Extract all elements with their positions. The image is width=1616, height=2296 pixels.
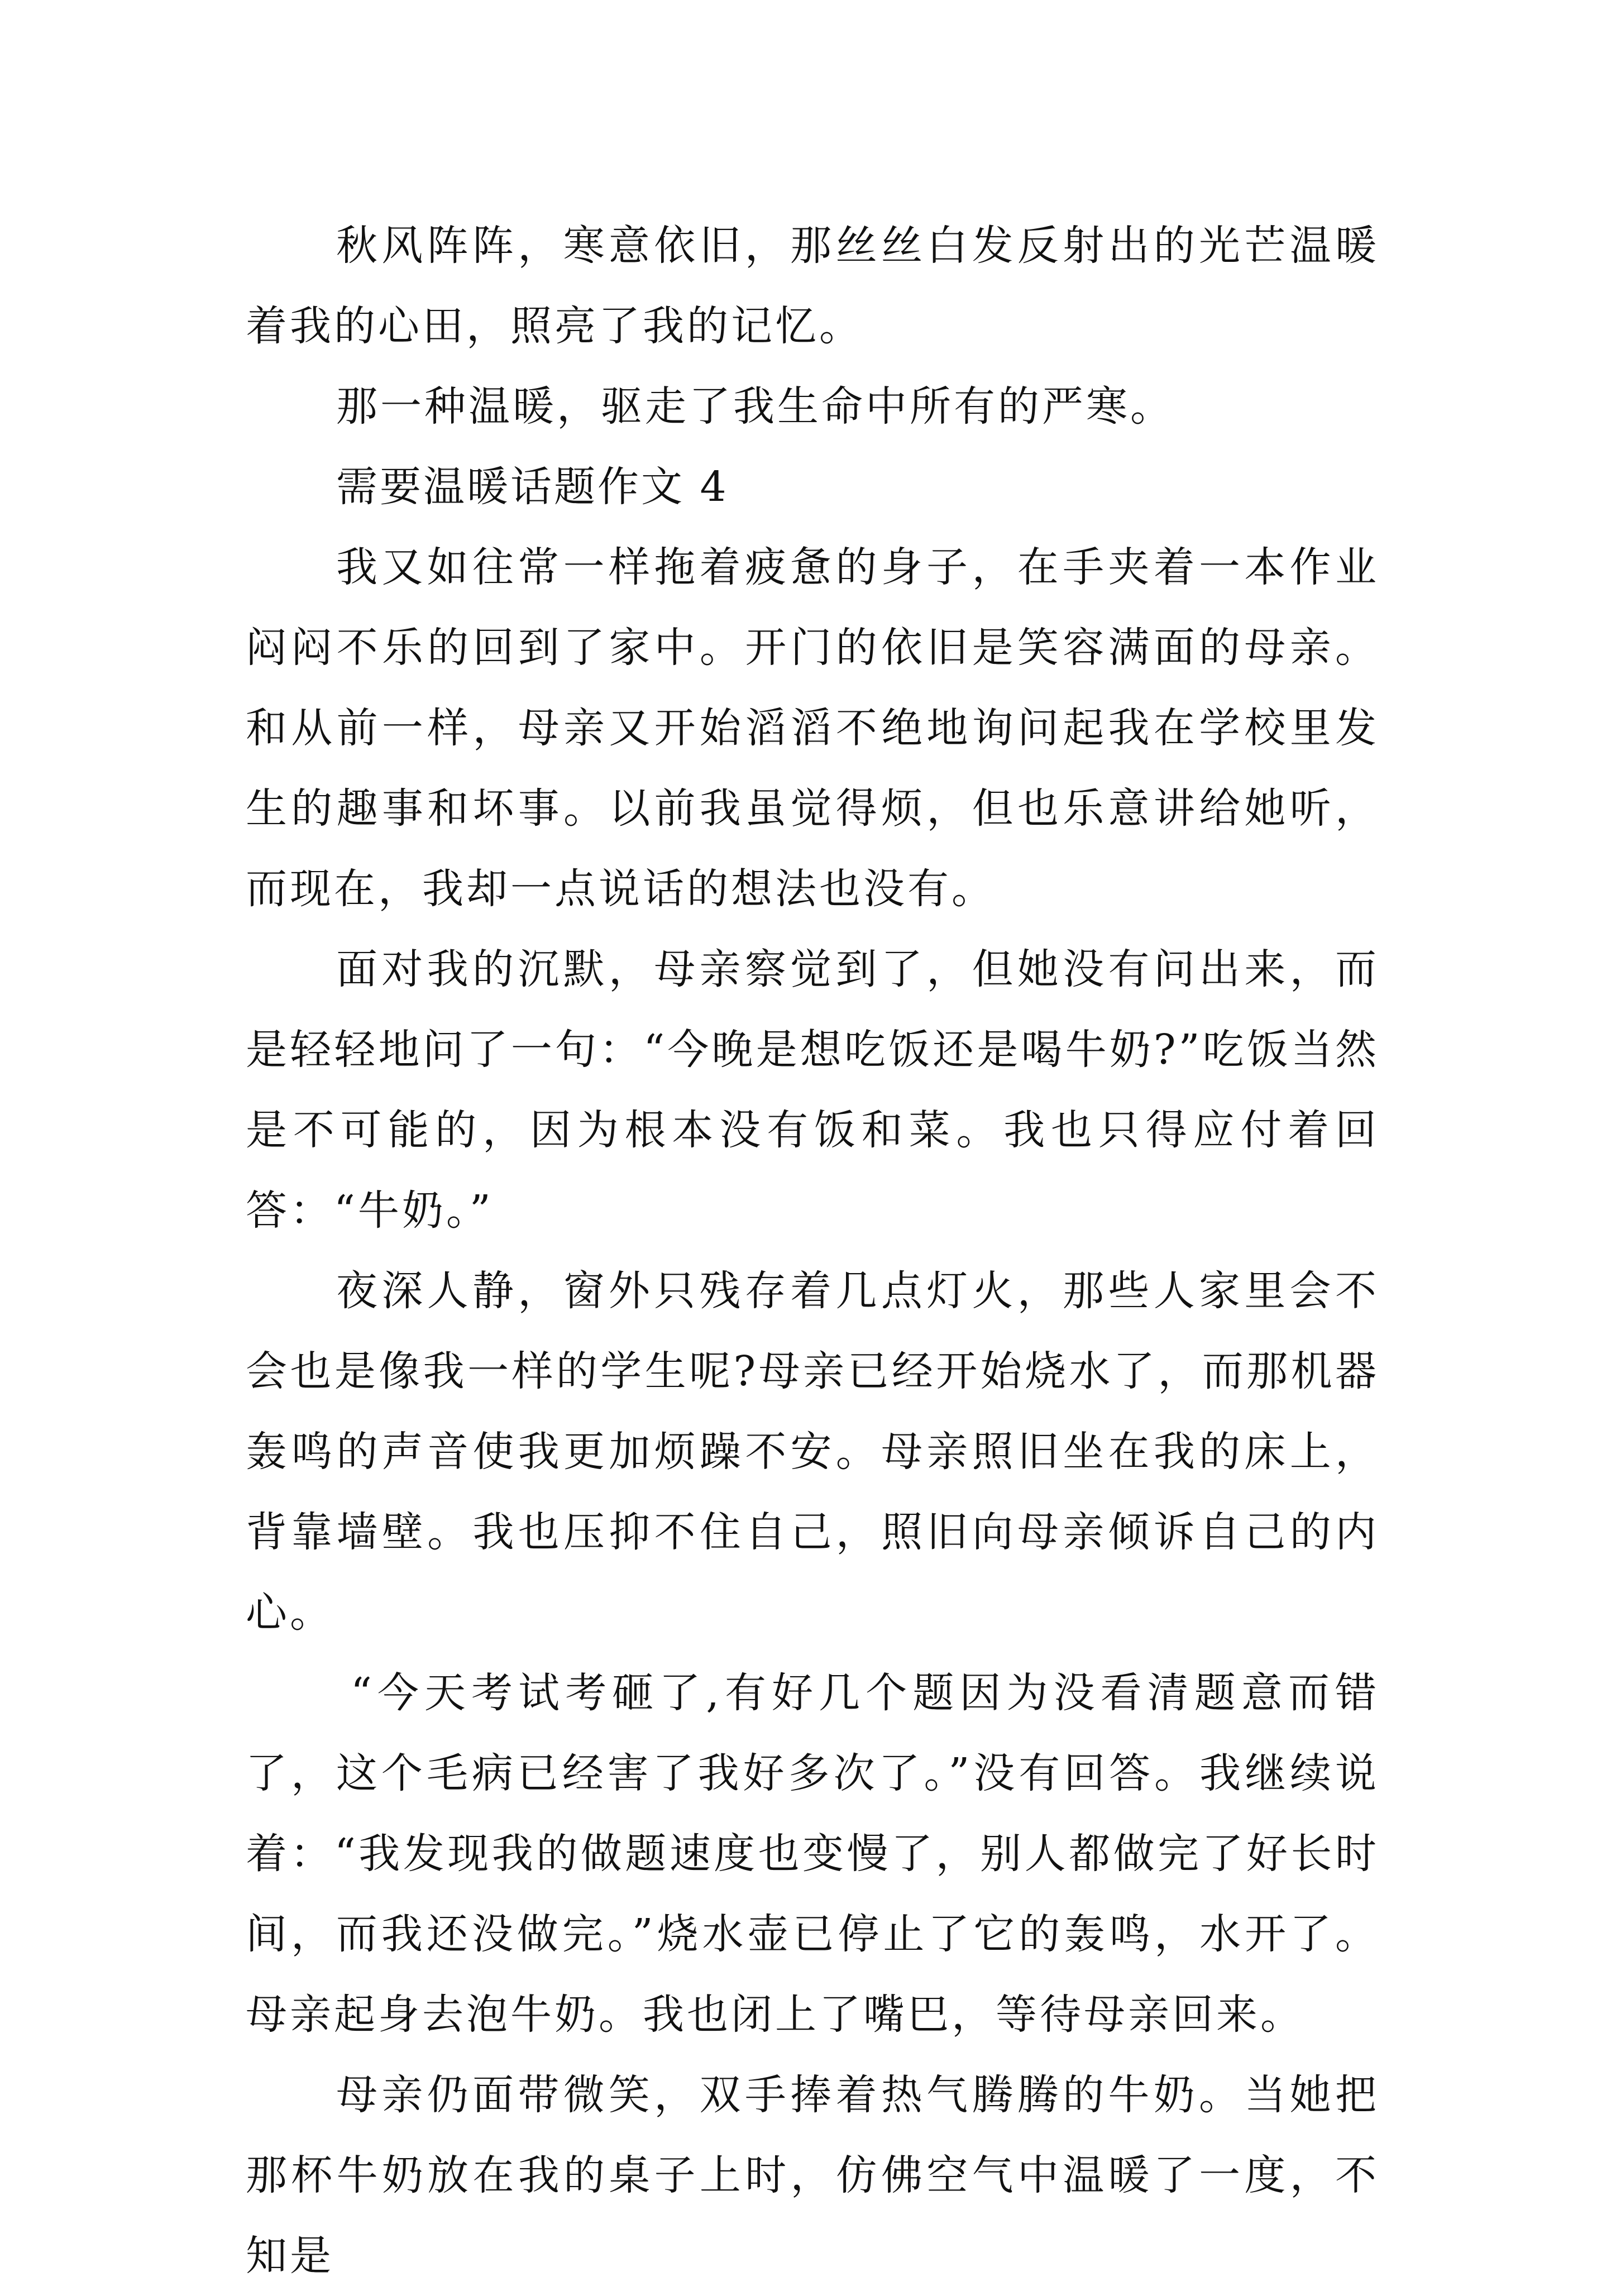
paragraph-warmth-drives-cold: 那一种温暖，驱走了我生命中所有的严寒。	[336, 382, 1174, 430]
paragraph-coming-home: 我又如往常一样拖着疲惫的身子，在手夹着一本作业闷闷不乐的回到了家中。开门的依旧是笑容满面的母亲。和从前一样，母亲又开始滔滔不绝地询问起我在学校里发生的趣事和坏事。以前我虽觉得烦，但也乐意讲给她听，而现在，我却一点说话的想法也没有。	[246, 543, 1379, 913]
essay-heading: 需要温暖话题作文 4	[336, 463, 729, 511]
paragraph-mother-asks: 面对我的沉默，母亲察觉到了，但她没有问出来，而是轻轻地问了一句：“今晚是想吃饭还是喝牛奶?”吃饭当然是不可能的，因为根本没有饭和菜。我也只得应付着回答：“牛奶。”	[246, 945, 1379, 1235]
paragraph-late-night: 夜深人静，窗外只残存着几点灯火，那些人家里会不会也是像我一样的学生呢?母亲已经开始烧水了，而那机器轰鸣的声音使我更加烦躁不安。母亲照旧坐在我的床上，背靠墙壁。我也压抑不住自己，照旧向母亲倾诉自己的内心。	[246, 1267, 1379, 1637]
paragraph-warm-milk: 母亲仍面带微笑，双手捧着热气腾腾的牛奶。当她把那杯牛奶放在我的桌子上时，仿佛空气中温暖了一度，不知是	[246, 2071, 1379, 2280]
paragraph-autumn-wind: 秋风阵阵，寒意依旧，那丝丝白发反射出的光芒温暖着我的心田，照亮了我的记忆。	[246, 222, 1379, 350]
paragraph-confession: “今天考试考砸了,有好几个题因为没看清题意而错了，这个毛病已经害了我好多次了。”没有回答。我继续说着：“我发现我的做题速度也变慢了，别人都做完了好长时间，而我还没做完。”烧水壶已停止了它的轰鸣，水开了。母亲起身去泡牛奶。我也闭上了嘴巴，等待母亲回来。	[246, 1669, 1379, 2039]
document-body	[246, 205, 1379, 2296]
